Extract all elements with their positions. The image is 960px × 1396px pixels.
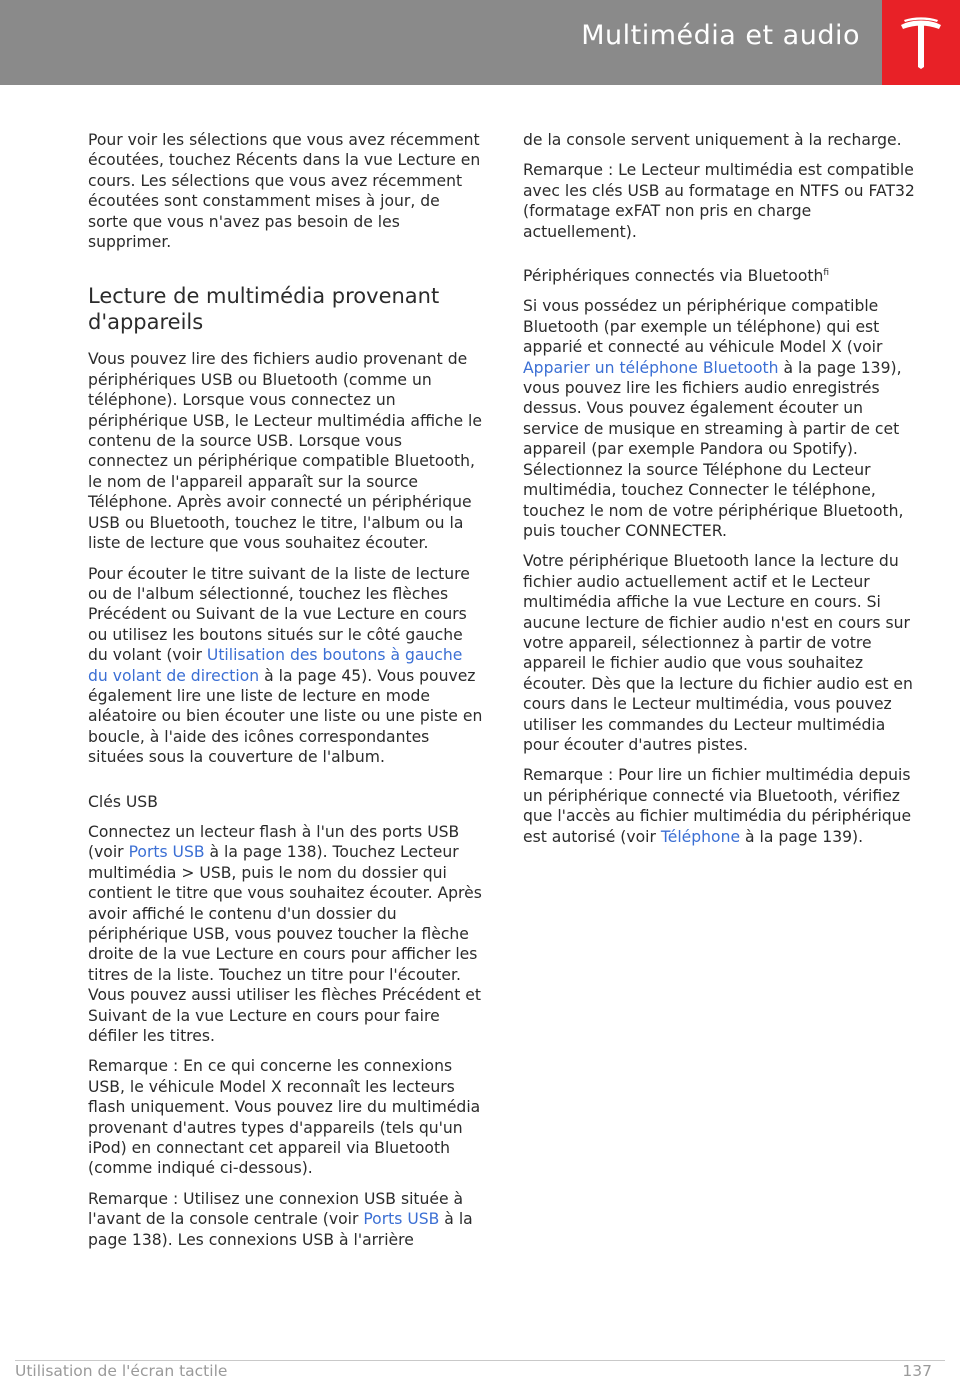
link-usb-ports[interactable]: Ports USB	[128, 843, 205, 862]
right-column	[523, 130, 918, 857]
paragraph: Connectez un lecteur flash à l'un des ports USB (voir Ports USB à la page 138). Touchez Lecteur multimédia > USB, puis le nom du dossier qui contient le titre que vous souhaitez écouter. Après avoir affiché le contenu d'un dossier du périphérique USB, vous pouvez toucher la flèche droite de la vue Lecture en cours pour afficher les titres de la liste. Touchez un titre pour l'écouter. Vous pouvez aussi utiliser les flèches Précédent et Suivant de la vue Lecture en cours pour faire défiler les titres.	[88, 822, 482, 1046]
paragraph: Si vous possédez un périphérique compatible Bluetooth (par exemple un téléphone) qui est apparié et connecté au véhicule Model X (voir Apparier un téléphone Bluetooth à la page 139), vous pouvez lire les fichiers audio enregistrés dessus. Vous pouvez également écouter un service de musique en streaming à partir de cet appareil (par exemple Pandora ou Spotify). Sélectionnez la source Téléphone du Lecteur multimédia, touchez Connecter le téléphone, touchez le nom de votre périphérique Bluetooth, puis toucher CONNECTER.	[523, 297, 904, 540]
left-column	[88, 130, 483, 1260]
subsection-heading: Clés USB	[88, 792, 158, 811]
page-number: 137	[902, 1362, 932, 1380]
paragraph: Pour voir les sélections que vous avez récemment écoutées, touchez Récents dans la vue Lecture en cours. Les sélections que vous avez récemment écoutées sont constamment mises à jour, de sorte que vous n'avez pas besoin de les supprimer.	[88, 131, 481, 252]
note: Remarque : En ce qui concerne les connexions USB, le véhicule Model X reconnaît les lecteurs flash uniquement. Vous pouvez lire du multimédia provenant d'autres types d'appareils (tels qu'un iPod) en connectant cet appareil via Bluetooth (comme indiqué ci-dessous).	[88, 1057, 481, 1178]
subsection-heading: Périphériques connectés via Bluetooth$^{fi}$	[523, 267, 830, 286]
link-pair-bluetooth[interactable]: Apparier un téléphone Bluetooth	[523, 358, 779, 377]
footer-divider	[15, 1360, 945, 1361]
note: Remarque : Utilisez une connexion USB située à l'avant de la console centrale (voir Ports USB à la page 138). Les connexions USB à l'arrière	[88, 1189, 473, 1249]
section-heading: Lecture de multimédia provenant d'appareils	[88, 284, 440, 335]
header-bar	[0, 0, 882, 85]
paragraph: Vous pouvez lire des fichiers audio provenant de périphériques USB ou Bluetooth (comme un téléphone). Lorsque vous connectez un périphérique USB, le Lecteur multimédia affiche le contenu de la source USB. Lorsque vous connectez un périphérique compatible Bluetooth, le nom de l'appareil apparaît sur la source Téléphone. Après avoir connecté un périphérique USB ou Bluetooth, touchez le titre, l'album ou la liste de lecture que vous souhaitez écouter.	[88, 350, 482, 553]
paragraph: Pour écouter le titre suivant de la liste de lecture ou de l'album sélectionné, touchez les flèches Précédent ou Suivant de la vue Lecture en cours ou utilisez les boutons situés sur le côté gauche du volant (voir Utilisation des boutons à gauche du volant de direction à la page 45). Vous pouvez également lire une liste de lecture en mode aléatoire ou bien écouter une liste ou une piste en boucle, à l'aide des icônes correspondantes situées sous la couverture de l'album.	[88, 564, 483, 767]
link-usb-ports[interactable]: Ports USB	[363, 1210, 440, 1229]
note: Remarque : Pour lire un fichier multimédia depuis un périphérique connecté via Bluetooth, vérifiez que l'accès au fichier multimédia du périphérique est autorisé (voir Téléphone à la page 139).	[523, 766, 912, 846]
brand-logo	[882, 0, 960, 85]
note: Remarque : Le Lecteur multimédia est compatible avec les clés USB au formatage en NTFS ou FAT32 (formatage exFAT non pris en charge actuellement).	[523, 161, 915, 241]
page-title: Multimédia et audio	[581, 20, 860, 51]
link-telephone[interactable]: Téléphone	[660, 827, 741, 846]
link-steering-buttons[interactable]: Utilisation des boutons à gauche du volant de direction	[88, 646, 463, 685]
footer-section: Utilisation de l'écran tactile	[15, 1362, 228, 1380]
paragraph: Votre périphérique Bluetooth lance la lecture du fichier audio actuellement actif et le Lecteur multimédia affiche la vue Lecture en cours. Si aucune lecture de fichier audio n'est en cours sur votre appareil, sélectionnez à partir de votre appareil le fichier audio que vous souhaitez écouter. Dès que la lecture du fichier audio est en cours dans le Lecteur multimédia, vous pouvez utiliser les commandes du Lecteur multimédia pour écouter d'autres pistes.	[523, 552, 913, 754]
paragraph: de la console servent uniquement à la recharge.	[523, 131, 902, 149]
tesla-t-logo-icon	[898, 17, 944, 69]
